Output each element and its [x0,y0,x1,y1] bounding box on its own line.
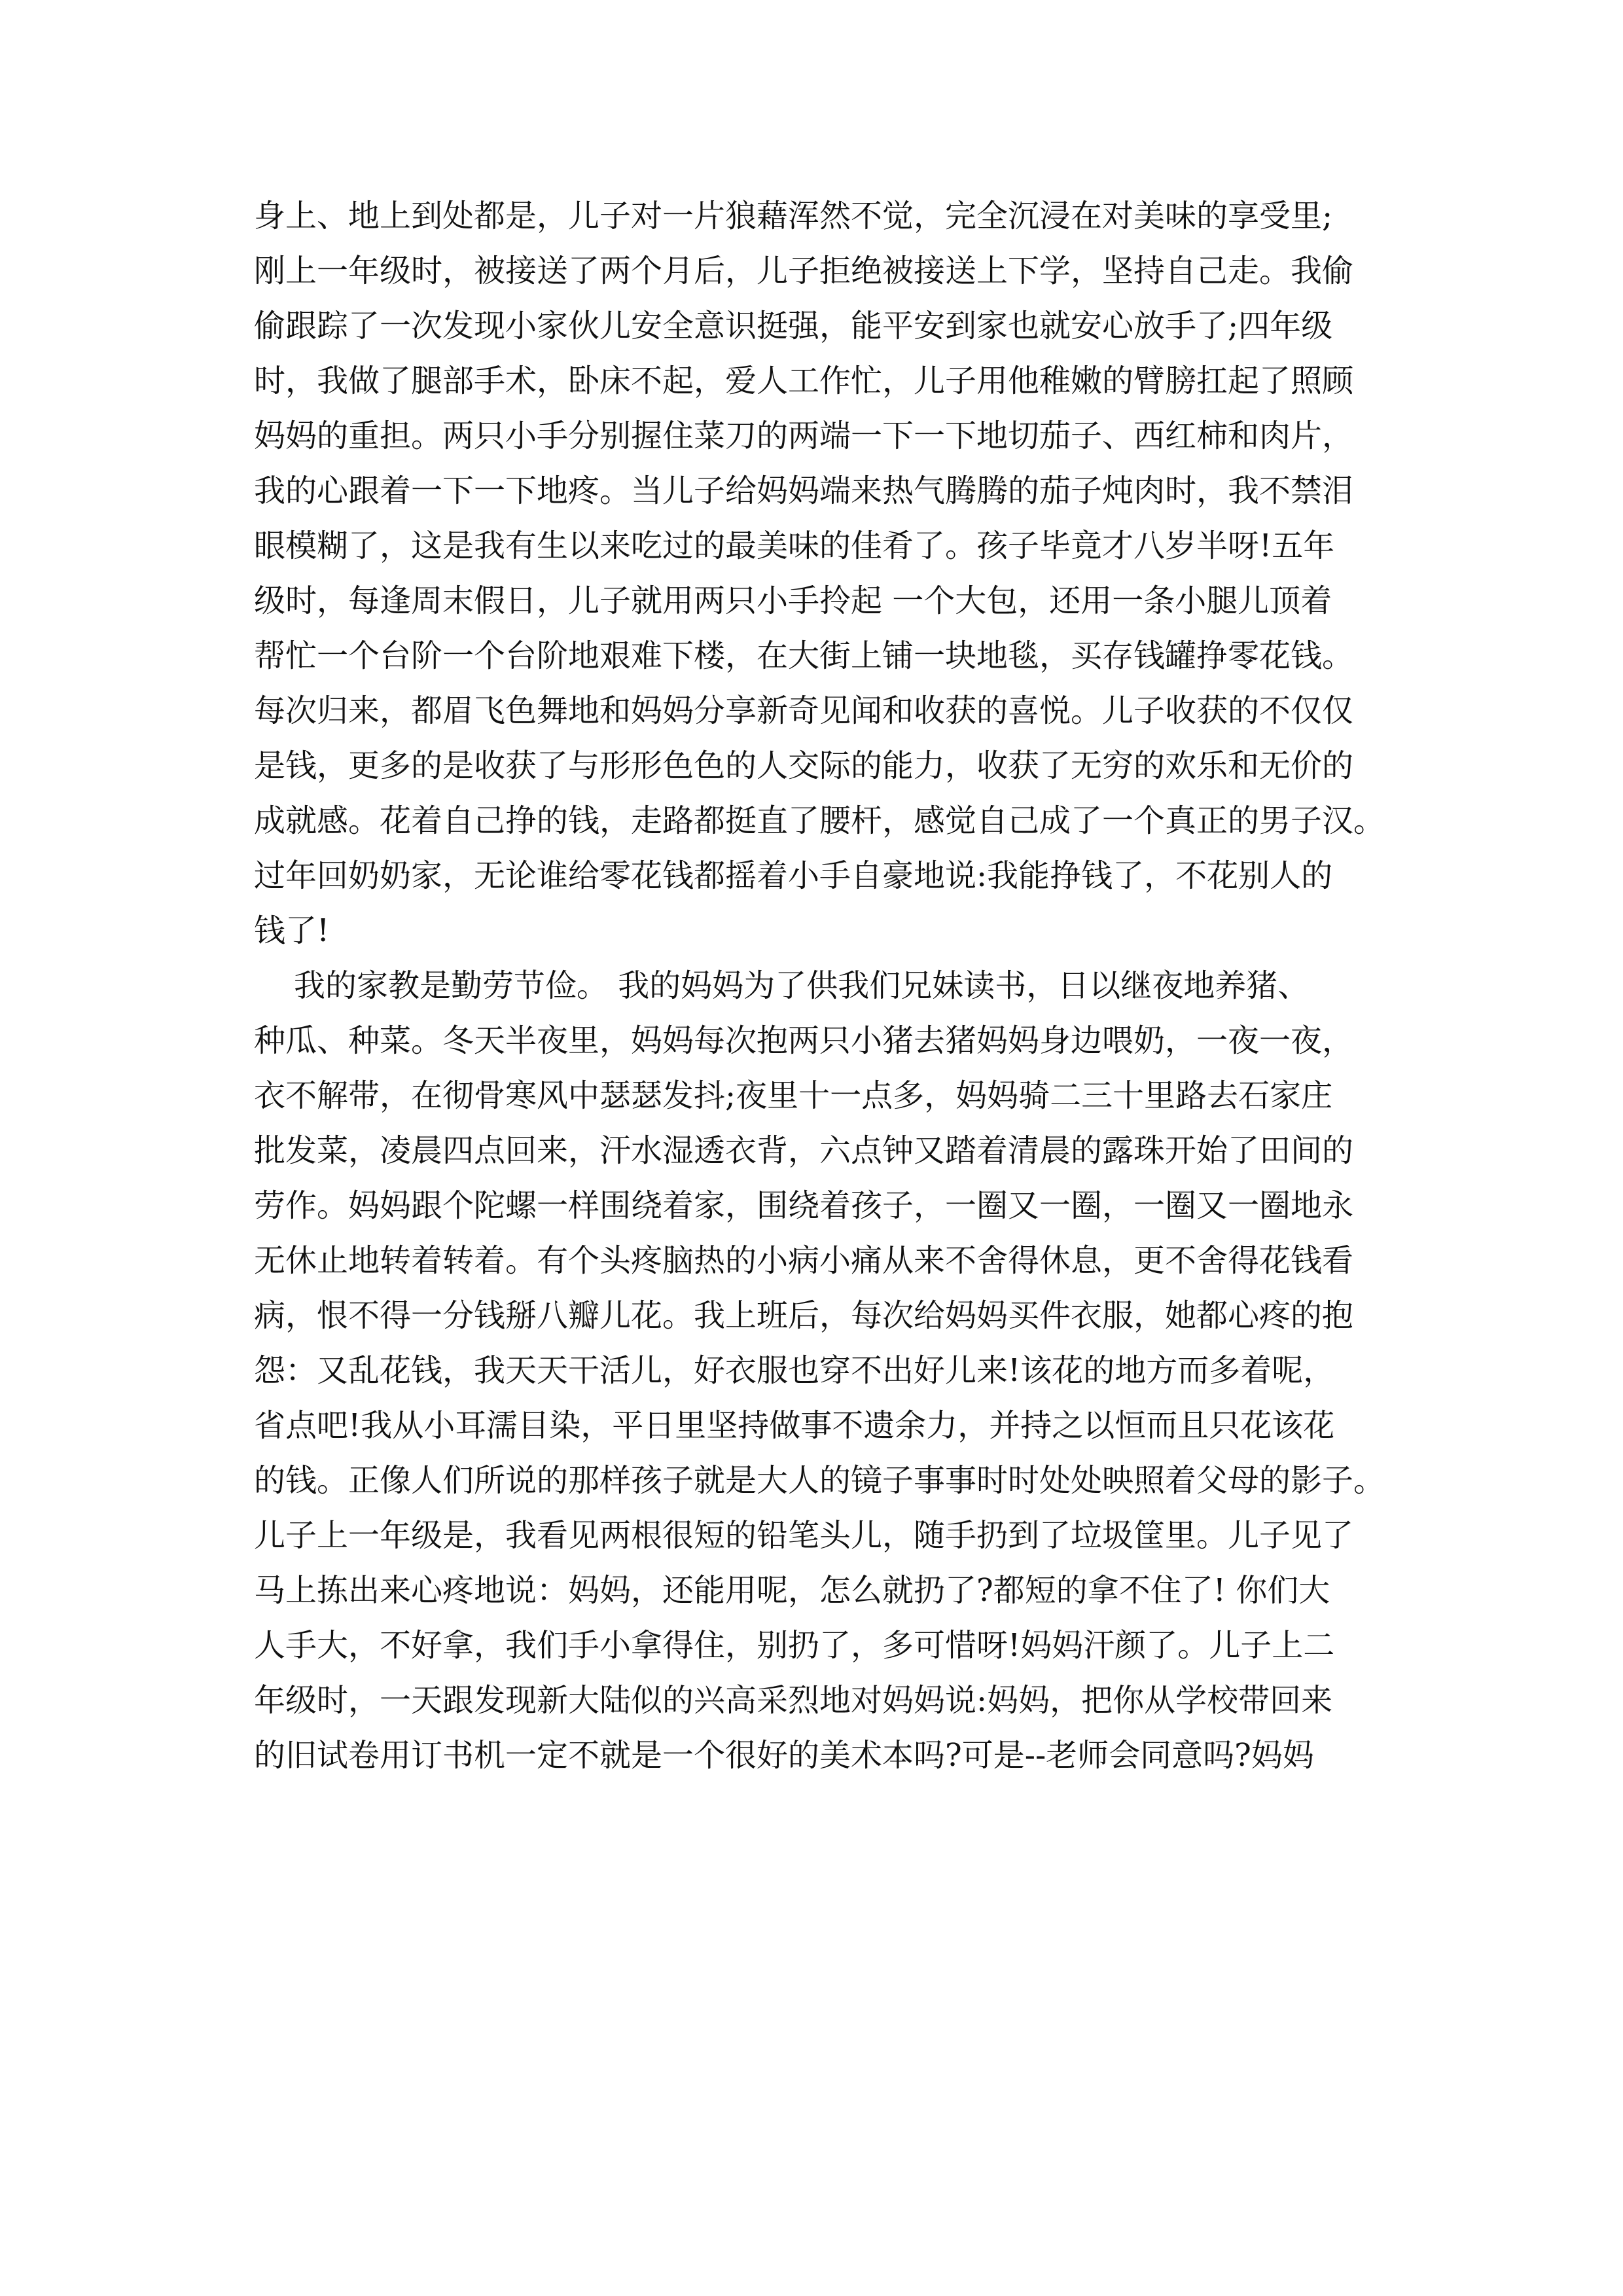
text-line: 级时，每逢周末假日，儿子就用两只小手拎起 一个大包，还用一条小腿儿顶着 [254,583,1332,619]
text-line: 妈妈的重担。两只小手分别握住菜刀的两端一下一下地切茄子、西红柿和肉片， [254,418,1354,454]
text-line: 刚上一年级时，被接送了两个月后，儿子拒绝被接送上下学，坚持自己走。我偷 [254,253,1354,289]
text-line: 衣不解带，在彻骨寒风中瑟瑟发抖;夜里十一点多，妈妈骑二三十里路去石家庄 [254,1077,1333,1114]
text-line: 偷跟踪了一次发现小家伙儿安全意识挺强，能平安到家也就安心放手了;四年级 [254,308,1333,344]
text-line: 帮忙一个台阶一个台阶地艰难下楼，在大街上铺一块地毯，买存钱罐挣零花钱。 [254,637,1354,674]
text-line: 无休止地转着转着。有个头疼脑热的小病小痛从来不舍得休息，更不舍得花钱看 [254,1242,1354,1279]
text-line: 怨：又乱花钱，我天天干活儿，好衣服也穿不出好儿来!该花的地方而多着呢， [254,1352,1335,1389]
text-line: 年级时，一天跟发现新大陆似的兴高采烈地对妈妈说:妈妈，把你从学校带回来 [254,1682,1333,1719]
text-line: 是钱，更多的是收获了与形形色色的人交际的能力，收获了无穷的欢乐和无价的 [254,747,1354,784]
text-line: 我的家教是勤劳节俭。 我的妈妈为了供我们兄妹读书，日以继夜地养猪、 [254,967,1310,1004]
text-line: 马上拣出来心疼地说：妈妈，还能用呢，怎么就扔了?都短的拿不住了! 你们大 [254,1572,1330,1609]
text-line: 批发菜，凌晨四点回来，汗水湿透衣背，六点钟又踏着清晨的露珠开始了田间的 [254,1132,1354,1169]
text-line: 的旧试卷用订书机一定不就是一个很好的美术本吗?可是--老师会同意吗?妈妈 [254,1737,1314,1774]
text-line: 成就感。花着自己挣的钱，走路都挺直了腰杆，感觉自己成了一个真正的男子汉。 [254,802,1385,839]
text-line: 每次归来，都眉飞色舞地和妈妈分享新奇见闻和收获的喜悦。儿子收获的不仅仅 [254,692,1354,729]
text-line: 病，恨不得一分钱掰八瓣儿花。我上班后，每次给妈妈买件衣服，她都心疼的抱 [254,1297,1354,1334]
body-text [254,188,1406,1783]
text-line: 我的心跟着一下一下地疼。当儿子给妈妈端来热气腾腾的茄子炖肉时，我不禁泪 [254,473,1354,509]
text-line: 过年回奶奶家，无论谁给零花钱都摇着小手自豪地说:我能挣钱了，不花别人的 [254,857,1333,894]
text-line: 身上、地上到处都是，儿子对一片狼藉浑然不觉，完全沉浸在对美味的享受里; [254,198,1333,234]
text-line: 儿子上一年级是，我看见两根很短的铅笔头儿，随手扔到了垃圾筐里。儿子见了 [254,1517,1354,1554]
text-line: 人手大，不好拿，我们手小拿得住，别扔了，多可惜呀!妈妈汗颜了。儿子上二 [254,1627,1335,1664]
text-line: 劳作。妈妈跟个陀螺一样围绕着家，围绕着孩子，一圈又一圈，一圈又一圈地永 [254,1187,1354,1224]
text-line: 眼模糊了，这是我有生以来吃过的最美味的佳肴了。孩子毕竟才八岁半呀!五年 [254,528,1335,564]
text-line: 省点吧!我从小耳濡目染，平日里坚持做事不遗余力，并持之以恒而且只花该花 [254,1407,1335,1444]
text-line: 种瓜、种菜。冬天半夜里，妈妈每次抱两只小猪去猪妈妈身边喂奶，一夜一夜， [254,1022,1354,1059]
text-line: 的钱。正像人们所说的那样孩子就是大人的镜子事事时时处处映照着父母的影子。 [254,1462,1385,1499]
text-line: 钱了! [254,912,330,949]
text-line: 时，我做了腿部手术，卧床不起，爱人工作忙，儿子用他稚嫩的臂膀扛起了照顾 [254,363,1354,399]
